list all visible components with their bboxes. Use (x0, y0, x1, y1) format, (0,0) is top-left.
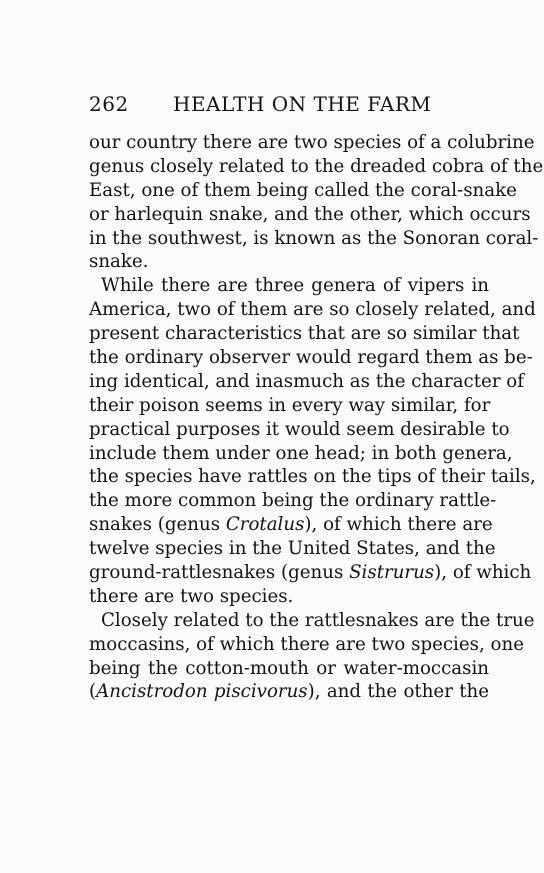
running-title: HEALTH ON THE FARM (173, 92, 432, 116)
text-line: the ordinary observer would regard them as be- (89, 347, 533, 369)
running-header (89, 92, 431, 116)
text-line: the species have rattles on the tips of their tails, (89, 466, 536, 488)
text-line: practical purposes it would seem desirable to (89, 418, 510, 440)
text-line: Closely related to the rattlesnakes are the true (101, 609, 535, 631)
body-text (89, 131, 544, 704)
text-line: in the southwest, is known as the Sonoran coral- (89, 227, 539, 249)
text-line (89, 680, 489, 704)
text-run: ), of which (434, 562, 532, 584)
text-line: the more common being the ordinary rattle- (89, 490, 497, 512)
text-line: genus closely related to the dreaded cobra of the (89, 155, 544, 177)
text-line: our country there are two species of a colubrine (89, 132, 535, 153)
genus-name: Sistrurus (349, 562, 435, 584)
text-line: moccasins, of which there are two species, one (89, 633, 524, 655)
text-run: ), of which there are (304, 514, 493, 536)
text-line: America, two of them are so closely related, and (89, 299, 536, 321)
text-line: or harlequin snake, and the other, which occurs (89, 203, 531, 225)
text-line (89, 561, 532, 585)
text-line (89, 513, 493, 537)
text-line: ing identical, and inasmuch as the character of (89, 370, 524, 392)
text-run: ), and the other the (307, 681, 489, 703)
species-name: Ancistrodon piscivorus (96, 681, 308, 703)
text-line: While there are three genera of vipers in (101, 275, 489, 297)
text-line: include them under one head; in both genera, (89, 442, 513, 464)
text-line: East, one of them being called the coral-snake (89, 179, 517, 201)
page-number: 262 (89, 92, 129, 116)
text-line: snake. (89, 251, 149, 273)
text-run: ground-rattlesnakes (genus (89, 562, 350, 584)
text-line: twelve species in the United States, and the (89, 538, 496, 560)
text-line: their poison seems in every way similar, for (89, 394, 491, 416)
text-line: being the cotton-mouth or water-moccasin (89, 657, 489, 679)
text-run: snakes (genus (89, 514, 226, 536)
text-line: present characteristics that are so similar that (89, 323, 520, 345)
genus-name: Crotalus (225, 514, 305, 536)
text-line: there are two species. (89, 585, 294, 607)
text-run: ( (89, 681, 97, 703)
